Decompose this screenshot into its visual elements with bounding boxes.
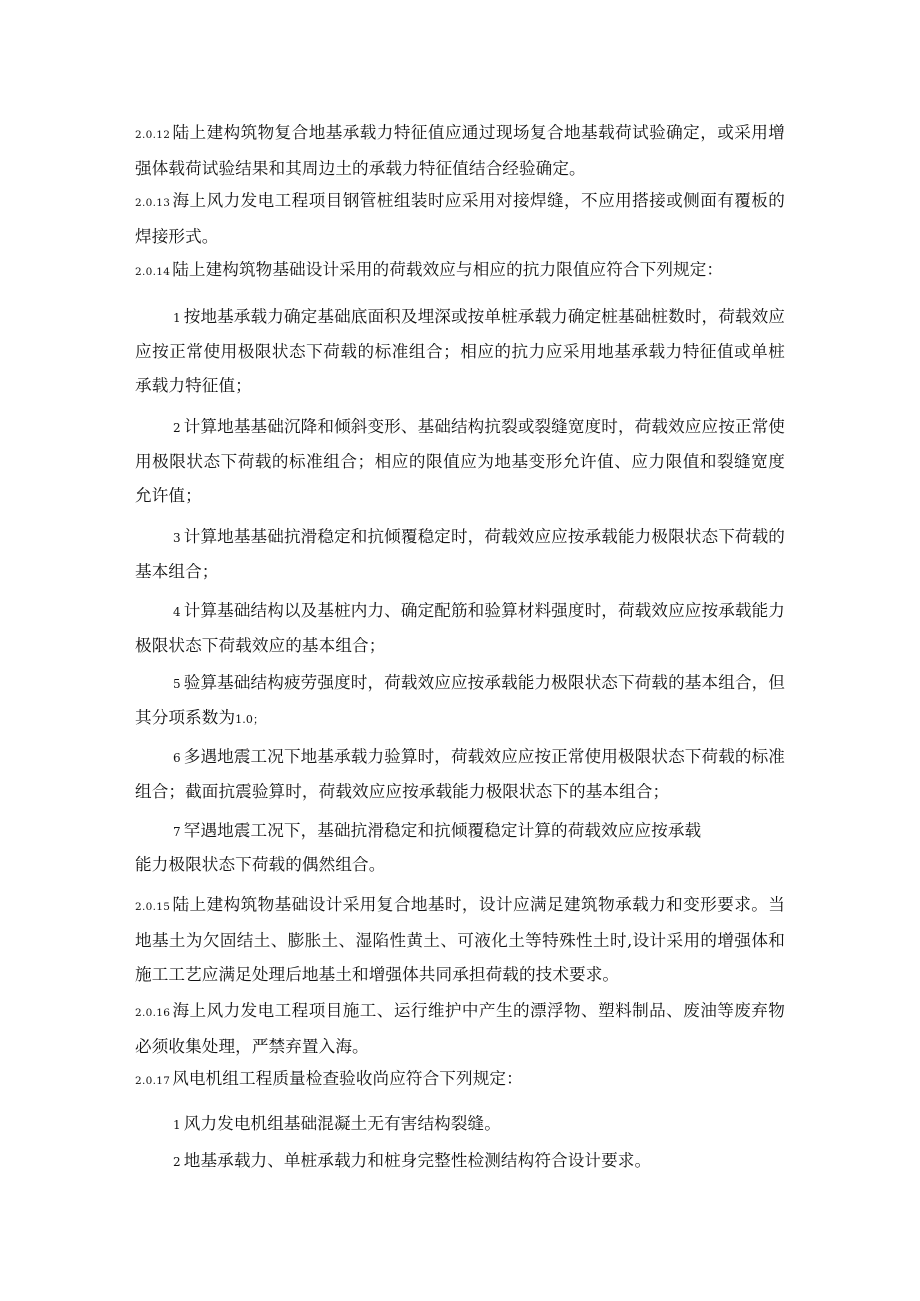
item-text: 计算基础结构以及基桩内力、确定配筋和验算材料强度时，荷载效应应按承载能力极限状态下荷载效应的基本组合；: [135, 601, 785, 655]
clause-text: 陆上建构筑物复合地基承载力特征值应通过现场复合地基载荷试验确定，或采用增强体载荷试验结果和其周边土的承载力特征值结合经验确定。: [135, 123, 785, 178]
clause-number: 2.0.13: [135, 197, 171, 209]
clause-number: 2.0.12: [135, 129, 171, 141]
item-text: 地基承载力、单桩承载力和桩身完整性检测结构符合设计要求。: [183, 1151, 652, 1170]
clause-text: 海上风力发电工程项目施工、运行维护中产生的漂浮物、塑料制品、废油等废弃物必须收集处理，严禁弃置入海。: [135, 1001, 785, 1056]
item-text-tail: 1.0；: [235, 713, 265, 726]
clause-2-0-13: [135, 184, 785, 254]
item-number: 4: [173, 605, 181, 619]
clause-2-0-14-item-3: [135, 520, 785, 589]
item-text: 计算地基基础沉降和倾斜变形、基础结构抗裂或裂缝宽度时，荷载效应应按正常使用极限状态下荷载的标准组合；相应的限值应为地基变形允许值、应力限值和裂缝宽度允许值；: [135, 417, 785, 505]
clause-number: 2.0.15: [135, 901, 171, 913]
clause-2-0-14-item-1: [135, 300, 785, 403]
item-number: 7: [173, 825, 181, 839]
item-text: 多遇地震工况下地基承载力验算时，荷载效应应按正常使用极限状态下荷载的标准组合；截面抗震验算时，荷载效应应按承载能力极限状态下的基本组合；: [135, 747, 785, 801]
clause-2-0-14-item-5: [135, 666, 785, 737]
clause-2-0-12: [135, 116, 785, 186]
clause-2-0-14-item-6: [135, 740, 785, 809]
clause-2-0-17-item-1: [135, 1107, 785, 1142]
clause-2-0-14-item-7-continued: [135, 848, 785, 882]
item-text: 验算基础结构疲劳强度时，荷载效应应按承载能力极限状态下荷载的基本组合，但其分项系数为: [135, 673, 785, 727]
clause-number: 2.0.17: [135, 1075, 171, 1087]
item-number: 2: [173, 421, 181, 435]
clause-2-0-17-item-2: [135, 1144, 785, 1179]
clause-text: 海上风力发电工程项目钢管桩组装时应采用对接焊缝，不应用搭接或侧面有覆板的焊接形式。: [135, 191, 785, 246]
clause-2-0-15: [135, 888, 785, 992]
clause-text: 陆上建构筑物基础设计采用的荷载效应与相应的抗力限值应符合下列规定：: [172, 260, 724, 279]
item-text: 风力发电机组基础混凝土无有害结构裂缝。: [183, 1114, 501, 1133]
clause-2-0-14: [135, 253, 785, 289]
clause-number: 2.0.14: [135, 266, 171, 278]
item-number: 6: [173, 751, 181, 765]
item-text: 罕遇地震工况下，基础抗滑稳定和抗倾覆稳定计算的荷载效应应按承载: [183, 821, 702, 840]
clause-2-0-14-item-7: [135, 814, 735, 849]
clause-text: 陆上建构筑物基础设计采用复合地基时，设计应满足建筑物承载力和变形要求。当地基土为欠固结土、膨胀土、湿陷性黄土、可液化土等特殊性土时,设计采用的增强体和施工工艺应满足处理后地基土和增强体共同承担荷载的技术要求。: [135, 895, 785, 984]
clause-number: 2.0.16: [135, 1007, 171, 1019]
item-text: 计算地基基础抗滑稳定和抗倾覆稳定时，荷载效应应按承载能力极限状态下荷载的基本组合；: [135, 527, 785, 581]
clause-2-0-14-item-4: [135, 594, 785, 663]
item-number: 2: [173, 1155, 181, 1169]
item-number: 1: [173, 1118, 181, 1132]
item-text: 能力极限状态下荷载的偶然组合。: [135, 855, 386, 874]
item-number: 5: [173, 677, 181, 691]
item-text: 按地基承载力确定基础底面积及埋深或按单桩承载力确定桩基础桩数时，荷载效应应按正常使用极限状态下荷载的标准组合；相应的抗力应采用地基承载力特征值或单桩承载力特征值；: [135, 307, 785, 395]
clause-text: 风电机组工程质量检查验收尚应符合下列规定：: [172, 1069, 523, 1088]
clause-2-0-17: [135, 1062, 785, 1098]
clause-2-0-16: [135, 994, 785, 1064]
item-number: 1: [173, 311, 181, 325]
item-number: 3: [173, 531, 181, 545]
clause-2-0-14-item-2: [135, 410, 785, 513]
